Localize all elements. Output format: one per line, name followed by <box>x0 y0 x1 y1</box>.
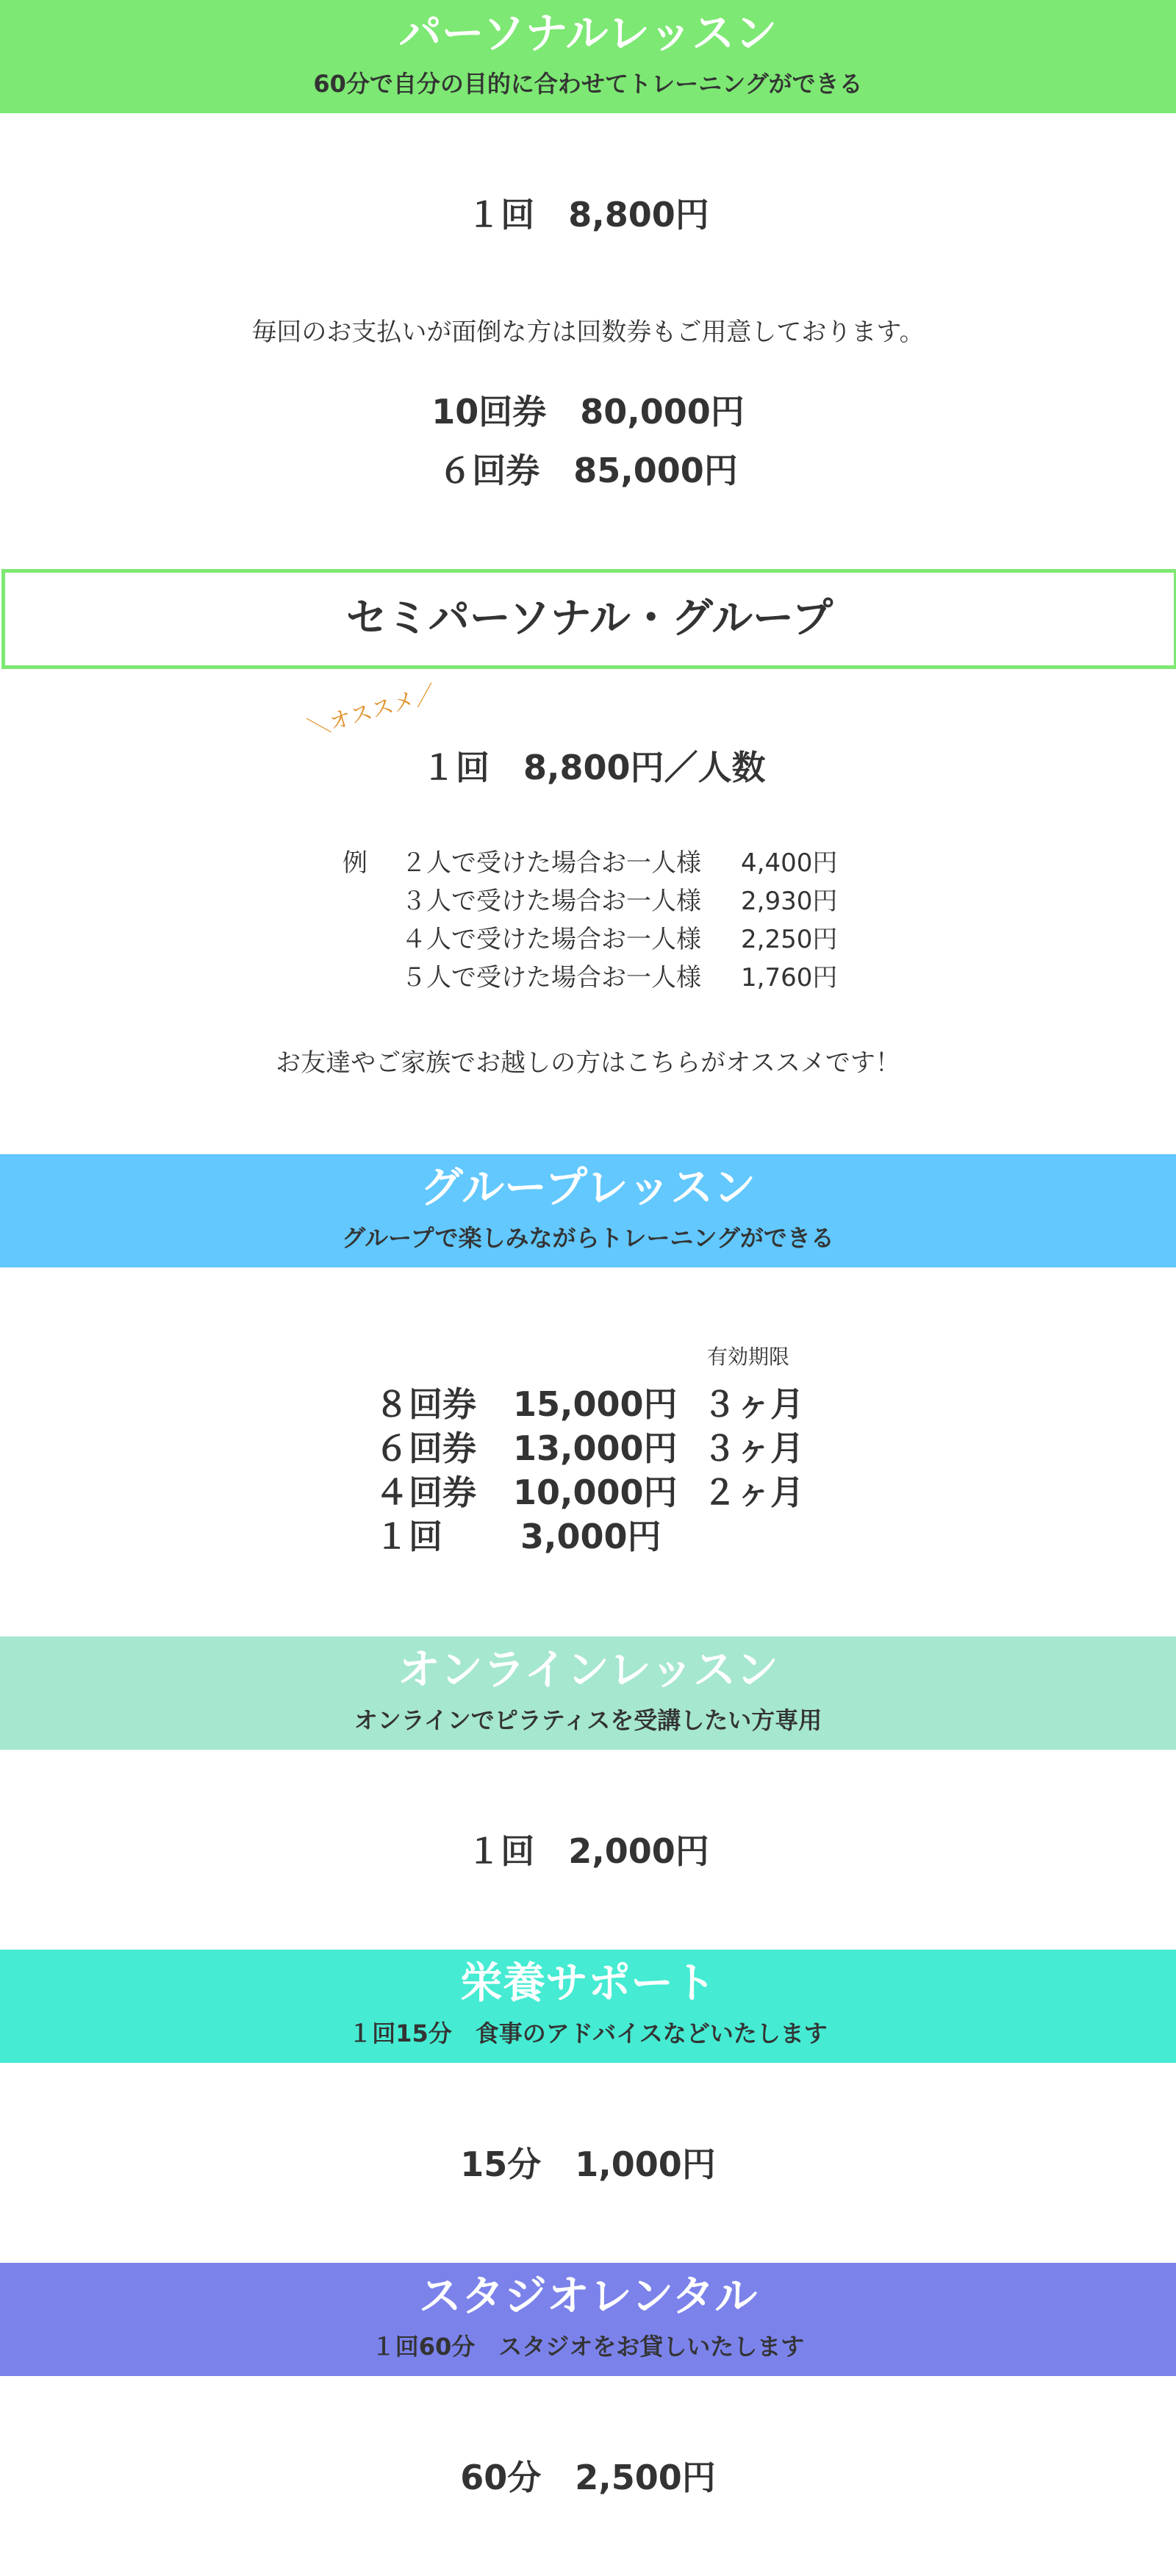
example-label: ５人で受けた場合お一人様 <box>401 963 701 992</box>
nutrition-banner <box>0 1950 1176 2063</box>
studio-rental-subtitle: １回60分 スタジオをお貸しいたします <box>371 2333 805 2361</box>
example-row <box>343 959 842 997</box>
example-row <box>343 920 842 959</box>
example-price: 2,930円 <box>741 887 838 916</box>
example-price: 1,760円 <box>741 963 838 992</box>
semi-personal-title: セミパーソナル・グループ <box>345 595 833 643</box>
table-row <box>375 1514 831 1559</box>
semi-personal-price: １回 8,800円／人数 <box>422 748 766 787</box>
example-prefix: 例 <box>343 848 368 878</box>
studio-rental-title: スタジオレンタル <box>418 2271 758 2321</box>
ticket-price: 15,000円 <box>513 1384 678 1424</box>
table-row <box>375 1382 831 1426</box>
table-row <box>375 1470 831 1514</box>
example-label: ４人で受けた場合お一人様 <box>401 925 701 954</box>
online-lesson-title: オンラインレッスン <box>397 1645 779 1695</box>
studio-rental-price: 60分 2,500円 <box>460 2458 716 2497</box>
example-label: ２人で受けた場合お一人様 <box>401 848 701 878</box>
personal-lesson-title: パーソナルレッスン <box>398 8 778 58</box>
semi-personal-heading-box <box>1 569 1176 669</box>
example-price: 4,400円 <box>741 848 838 878</box>
validity-header: 有効期限 <box>707 1345 790 1369</box>
example-row <box>343 844 842 882</box>
semi-personal-examples <box>343 844 842 997</box>
group-lesson-banner <box>0 1154 1176 1267</box>
example-label: ３人で受けた場合お一人様 <box>401 887 701 916</box>
example-price: 2,250円 <box>741 925 838 954</box>
online-lesson-subtitle: オンラインでピラティスを受講したい方専用 <box>354 1706 822 1734</box>
semi-personal-note: お友達やご家族でお越しの方はこちらがオススメです！ <box>276 1048 900 1078</box>
ticket-price: 13,000円 <box>513 1428 678 1468</box>
personal-ticket-10: 10回券 80,000円 <box>431 392 745 432</box>
ticket-price: 3,000円 <box>520 1517 662 1556</box>
personal-single-price: １回 8,800円 <box>467 195 709 235</box>
personal-ticket-6: ６回券 85,000円 <box>438 451 738 490</box>
table-row <box>375 1426 831 1470</box>
ticket-price: 10,000円 <box>513 1473 678 1512</box>
ticket-name: ８回券 <box>375 1384 476 1424</box>
ticket-name: １回 <box>375 1517 442 1556</box>
group-lesson-title: グループレッスン <box>420 1162 756 1212</box>
online-price: １回 2,000円 <box>467 1831 709 1871</box>
personal-lesson-banner <box>0 0 1176 113</box>
ticket-name: ６回券 <box>375 1428 476 1468</box>
personal-ticket-note: 毎回のお支払いが面倒な方は回数券もご用意しております。 <box>251 318 925 347</box>
example-row <box>343 882 842 920</box>
ticket-validity: ２ヶ月 <box>703 1473 804 1512</box>
online-lesson-banner <box>0 1636 1176 1750</box>
studio-rental-banner <box>0 2263 1176 2376</box>
recommend-label: ＼オススメ／ <box>305 681 440 743</box>
ticket-validity: ３ヶ月 <box>703 1428 804 1468</box>
group-lesson-subtitle: グループで楽しみながらトレーニングができる <box>342 1224 834 1252</box>
ticket-validity: ３ヶ月 <box>703 1384 804 1424</box>
personal-lesson-subtitle: 60分で自分の目的に合わせてトレーニングができる <box>313 70 863 98</box>
nutrition-title: 栄養サポート <box>459 1958 716 2008</box>
group-ticket-table <box>375 1382 831 1559</box>
nutrition-subtitle: １回15分 食事のアドバイスなどいたします <box>348 2019 828 2047</box>
ticket-name: ４回券 <box>375 1473 476 1512</box>
nutrition-price: 15分 1,000円 <box>460 2144 716 2184</box>
